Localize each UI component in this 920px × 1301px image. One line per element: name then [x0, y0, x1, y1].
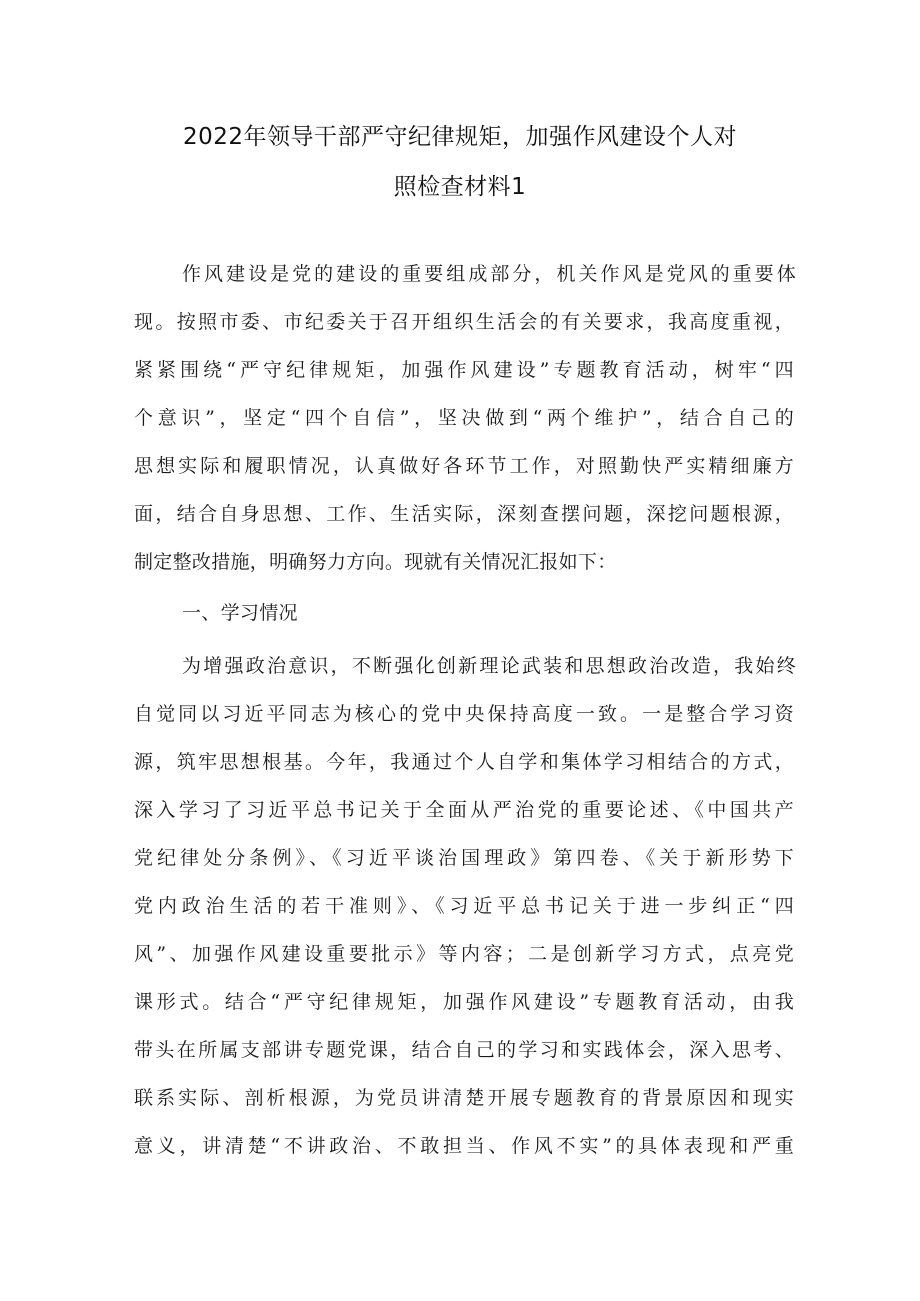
paragraph-1-line-3: 紧紧围绕“严守纪律规矩，加强作风建设”专题教育活动，树牢“四 — [134, 359, 794, 381]
paragraph-3-line-1: 为增强政治意识，不断强化创新理论武装和思想政治改造，我始终 — [182, 655, 796, 677]
section-heading-study: 一、学习情况 — [182, 602, 298, 624]
paragraph-3-line-11: 意义，讲清楚“不讲政治、不敢担当、作风不实”的具体表现和严重 — [134, 1135, 794, 1157]
paragraph-3-line-10: 联系实际、剖析根源，为党员讲清楚开展专题教育的背景原因和现实 — [134, 1087, 794, 1109]
paragraph-3-line-6: 党内政治生活的若干准则》、《习近平总书记关于进一步纠正“四 — [134, 895, 794, 917]
paragraph-3-line-9: 带头在所属支部讲专题党课，结合自己的学习和实践体会，深入思考、 — [134, 1039, 794, 1061]
paragraph-3-line-2: 自觉同以习近平同志为核心的党中央保持高度一致。一是整合学习资 — [134, 703, 794, 725]
paragraph-1-line-6: 面，结合自身思想、工作、生活实际，深刻查摆问题，深挖问题根源， — [134, 503, 794, 525]
paragraph-1-line-7: 制定整改措施，明确努力方向。现就有关情况汇报如下： — [134, 551, 617, 573]
paragraph-3-line-8: 课形式。结合“严守纪律规矩，加强作风建设”专题教育活动，由我 — [134, 991, 794, 1013]
paragraph-3-line-5: 党纪律处分条例》、《习近平谈治国理政》第四卷、《关于新形势下 — [134, 847, 794, 869]
paragraph-3-line-4: 深入学习了习近平总书记关于全面从严治党的重要论述、《中国共产 — [134, 799, 794, 821]
paragraph-1-line-5: 思想实际和履职情况，认真做好各环节工作，对照勤快严实精细廉方 — [134, 455, 794, 477]
paragraph-1-line-1: 作风建设是党的建设的重要组成部分，机关作风是党风的重要体 — [182, 263, 796, 285]
paragraph-1-line-2: 现。按照市委、市纪委关于召开组织生活会的有关要求，我高度重视， — [134, 311, 794, 333]
document-title-line-2: 照检查材料1 — [393, 174, 527, 200]
document-title-line-1: 2022年领导干部严守纪律规矩，加强作风建设个人对 — [182, 124, 738, 150]
paragraph-1-line-4: 个意识”，坚定“四个自信”，坚决做到“两个维护”，结合自己的 — [134, 407, 794, 429]
paragraph-3-line-7: 风”、加强作风建设重要批示》等内容；二是创新学习方式，点亮党 — [134, 943, 794, 965]
paragraph-3-line-3: 源，筑牢思想根基。今年，我通过个人自学和集体学习相结合的方式， — [134, 751, 794, 773]
